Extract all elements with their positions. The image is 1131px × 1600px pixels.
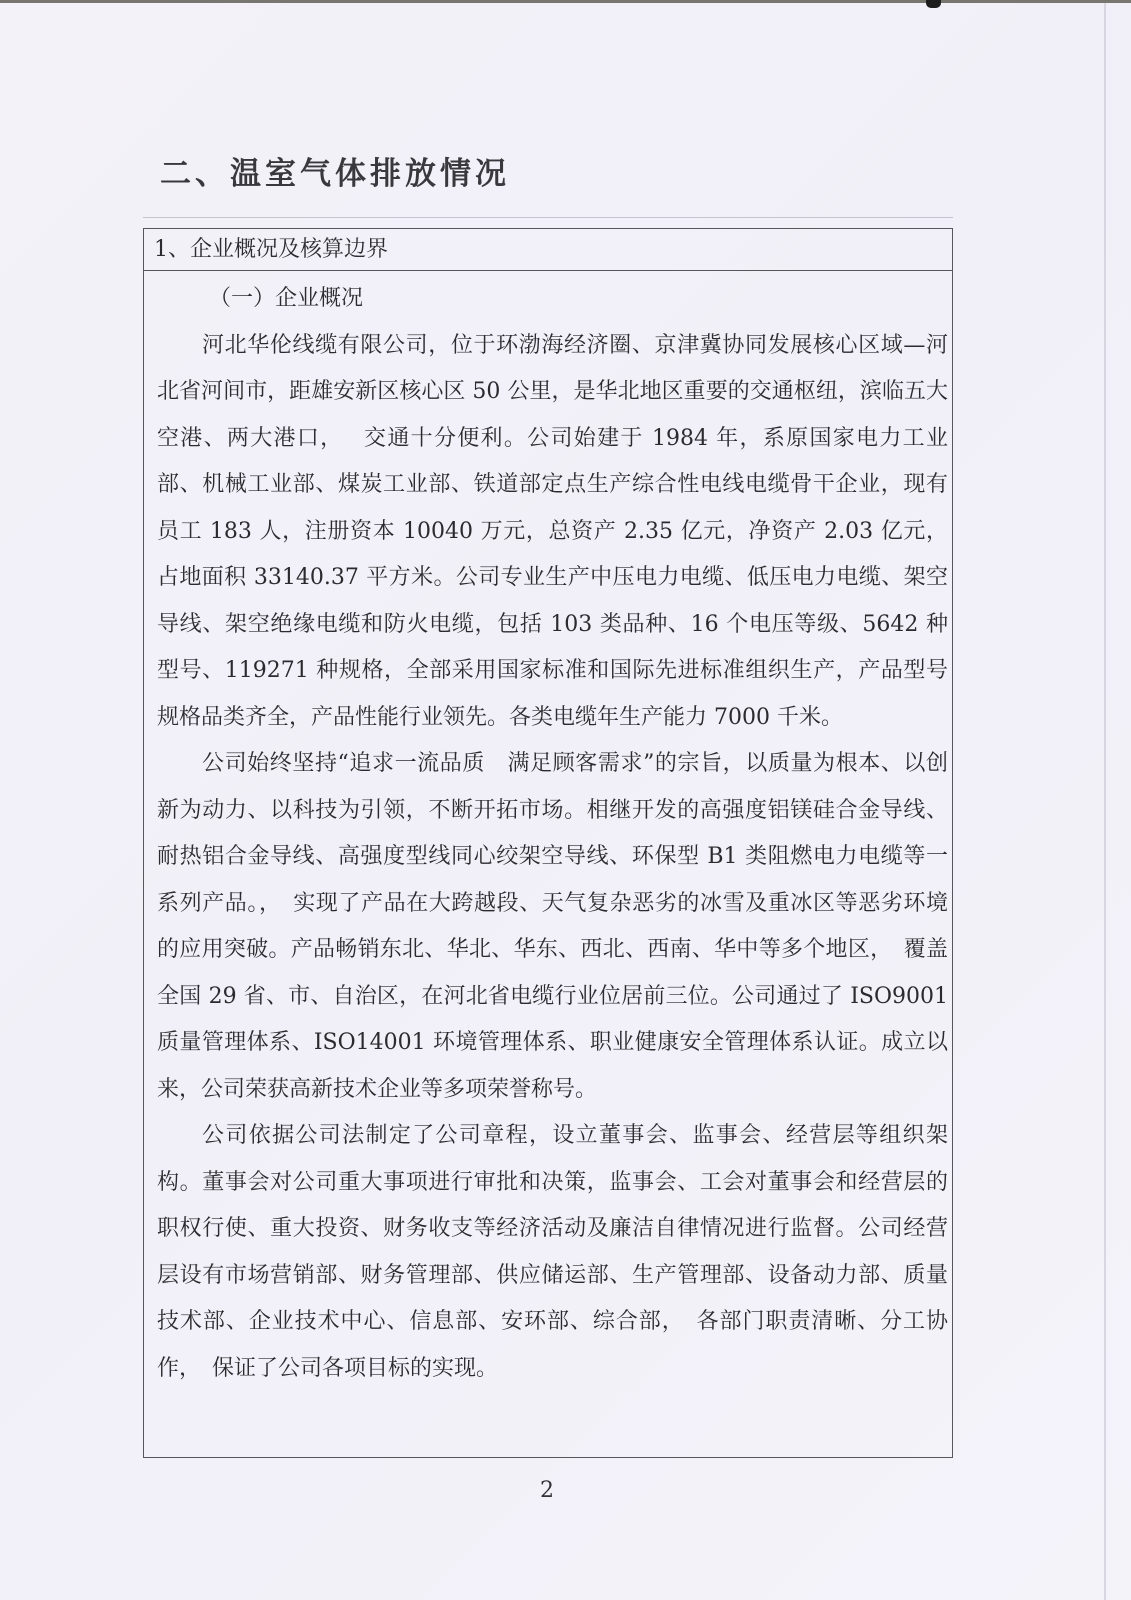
scan-top-notch: [926, 0, 941, 8]
table-outer-top-line: [143, 217, 953, 218]
paragraph-company-profile: 河北华伦线缆有限公司，位于环渤海经济圈、京津冀协同发展核心区域—河北省河间市，距雄安新区核心区 50 公里，是华北地区重要的交通枢纽，滨临五大空港、两大港口， 交通十分便利。公司始建于 1984 年，系原国家电力工业部、机械工业部、煤炭工业部、铁道部定点生产综合性电线电缆骨干企业，现有员工 183 人，注册资本 10040 万元，总资产 2.35 亿元，净资产 2.03 亿元，占地面积 33140.37 平方米。公司专业生产中压电力电缆、低压电力电缆、架空导线、架空绝缘电缆和防火电缆，包括 103 类品种、16 个电压等级、5642 种型号、119271 种规格，全部采用国家标准和国际先进标准组织生产，产品型号规格品类齐全，产品性能行业领先。各类电缆年生产能力 7000 千米。: [157, 332, 948, 730]
scan-top-edge: [0, 0, 1131, 3]
section-header: 1、企业概况及核算边界: [144, 229, 952, 271]
scan-right-edge-line: [1104, 3, 1106, 1600]
sub-heading: （一）企业概况: [209, 286, 364, 311]
page-title: 二、温室气体排放情况: [160, 156, 510, 192]
company-overview-table: [143, 228, 953, 1458]
paragraph-governance: 公司依据公司法制定了公司章程，设立董事会、监事会、经营层等组织架构。董事会对公司重大事项进行审批和决策，监事会、工会对董事会和经营层的职权行使、重大投资、财务收支等经济活动及廉洁自律情况进行监督。公司经营层设有市场营销部、财务管理部、供应储运部、生产管理部、设备动力部、质量技术部、企业技术中心、信息部、安环部、综合部， 各部门职责清晰、分工协作， 保证了公司各项目标的实现。: [157, 1123, 948, 1381]
page-number: 2: [540, 1478, 554, 1503]
section-body: [144, 271, 952, 1392]
paragraph-quality-policy: 公司始终坚持“追求一流品质 满足顾客需求”的宗旨，以质量为根本、以创新为动力、以科技为引领，不断开拓市场。相继开发的高强度铝镁硅合金导线、耐热铝合金导线、高强度型线同心绞架空导线、环保型 B1 类阻燃电力电缆等一系列产品。， 实现了产品在大跨越段、天气复杂恶劣的冰雪及重冰区等恶劣环境的应用突破。产品畅销东北、华北、华东、西北、西南、华中等多个地区， 覆盖全国 29 省、市、自治区，在河北省电缆行业位居前三位。公司通过了 ISO9001 质量管理体系、ISO14001 环境管理体系、职业健康安全管理体系认证。成立以来，公司荣获高新技术企业等多项荣誉称号。: [157, 751, 948, 1102]
